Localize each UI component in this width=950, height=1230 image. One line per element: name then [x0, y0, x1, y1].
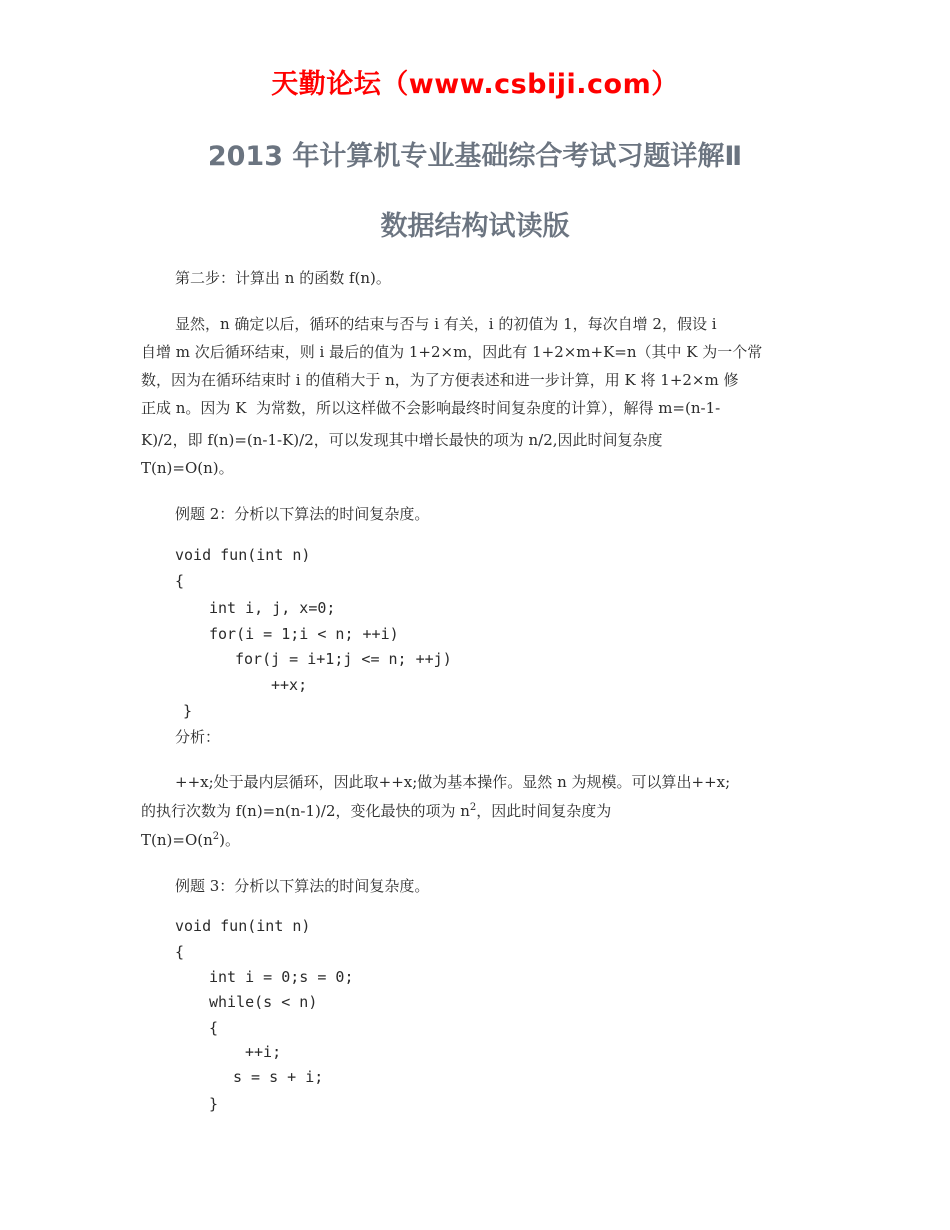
text-segment: )。 [219, 831, 240, 849]
text-segment: T(n)=O(n [141, 831, 213, 849]
superscript: 2 [212, 831, 220, 842]
paragraph-line [141, 830, 240, 850]
paragraph-line: 正成 n。因为 K 为常数，所以这样做不会影响最终时间复杂度的计算），解得 m=(n-1- [141, 399, 721, 417]
code-line: int i, j, x=0; [209, 599, 336, 617]
paragraph-line: T(n)=O(n)。 [141, 459, 234, 477]
code-line: ++x; [271, 676, 308, 694]
paragraph-line: ++x;处于最内层循环，因此取++x;做为基本操作。显然 n 为规模。可以算出++x; [175, 773, 731, 791]
document-title: 2013 年计算机专业基础综合考试习题详解Ⅱ [207, 141, 743, 172]
paragraph-line: 数，因为在循环结束时 i 的值稍大于 n，为了方便表述和进一步计算，用 K 将 1+2×m 修 [141, 371, 739, 389]
step2-text: 第二步：计算出 n 的函数 f(n)。 [175, 269, 391, 287]
superscript: 2 [469, 802, 477, 813]
code-line: void fun(int n) [175, 546, 311, 564]
code-line: { [175, 572, 185, 590]
paragraph-line [141, 801, 611, 821]
text-segment: 的执行次数为 f(n)=n(n-1)/2，变化最快的项为 n [141, 802, 470, 820]
example3-heading: 例题 3：分析以下算法的时间复杂度。 [175, 877, 430, 895]
code-line: } [183, 702, 193, 720]
document-subtitle: 数据结构试读版 [380, 211, 570, 242]
code-line: } [209, 1095, 219, 1113]
paragraph-line: 自增 m 次后循环结束，则 i 最后的值为 1+2×m，因此有 1+2×m+K=n（其中 K 为一个常 [141, 343, 763, 361]
analysis-label: 分析： [175, 728, 221, 746]
code-line: while(s < n) [209, 993, 318, 1011]
code-line: ++i; [245, 1043, 282, 1061]
paragraph-line: 显然，n 确定以后，循环的结束与否与 i 有关，i 的初值为 1，每次自增 2，假设 i [175, 315, 717, 333]
code-line: void fun(int n) [175, 917, 311, 935]
paragraph-line: K)/2，即 f(n)=(n-1-K)/2，可以发现其中增长最快的项为 n/2,因此时间复杂度 [141, 431, 663, 449]
code-line: int i = 0;s = 0; [209, 968, 354, 986]
code-line: s = s + i; [233, 1068, 324, 1086]
code-line: for(i = 1;i < n; ++i) [209, 625, 399, 643]
text-segment: ，因此时间复杂度为 [476, 802, 612, 820]
code-line: { [209, 1019, 219, 1037]
site-title: 天勤论坛（www.csbiji.com） [271, 69, 679, 100]
example2-heading: 例题 2：分析以下算法的时间复杂度。 [175, 505, 430, 523]
code-line: for(j = i+1;j <= n; ++j) [235, 650, 452, 668]
code-line: { [175, 943, 185, 961]
